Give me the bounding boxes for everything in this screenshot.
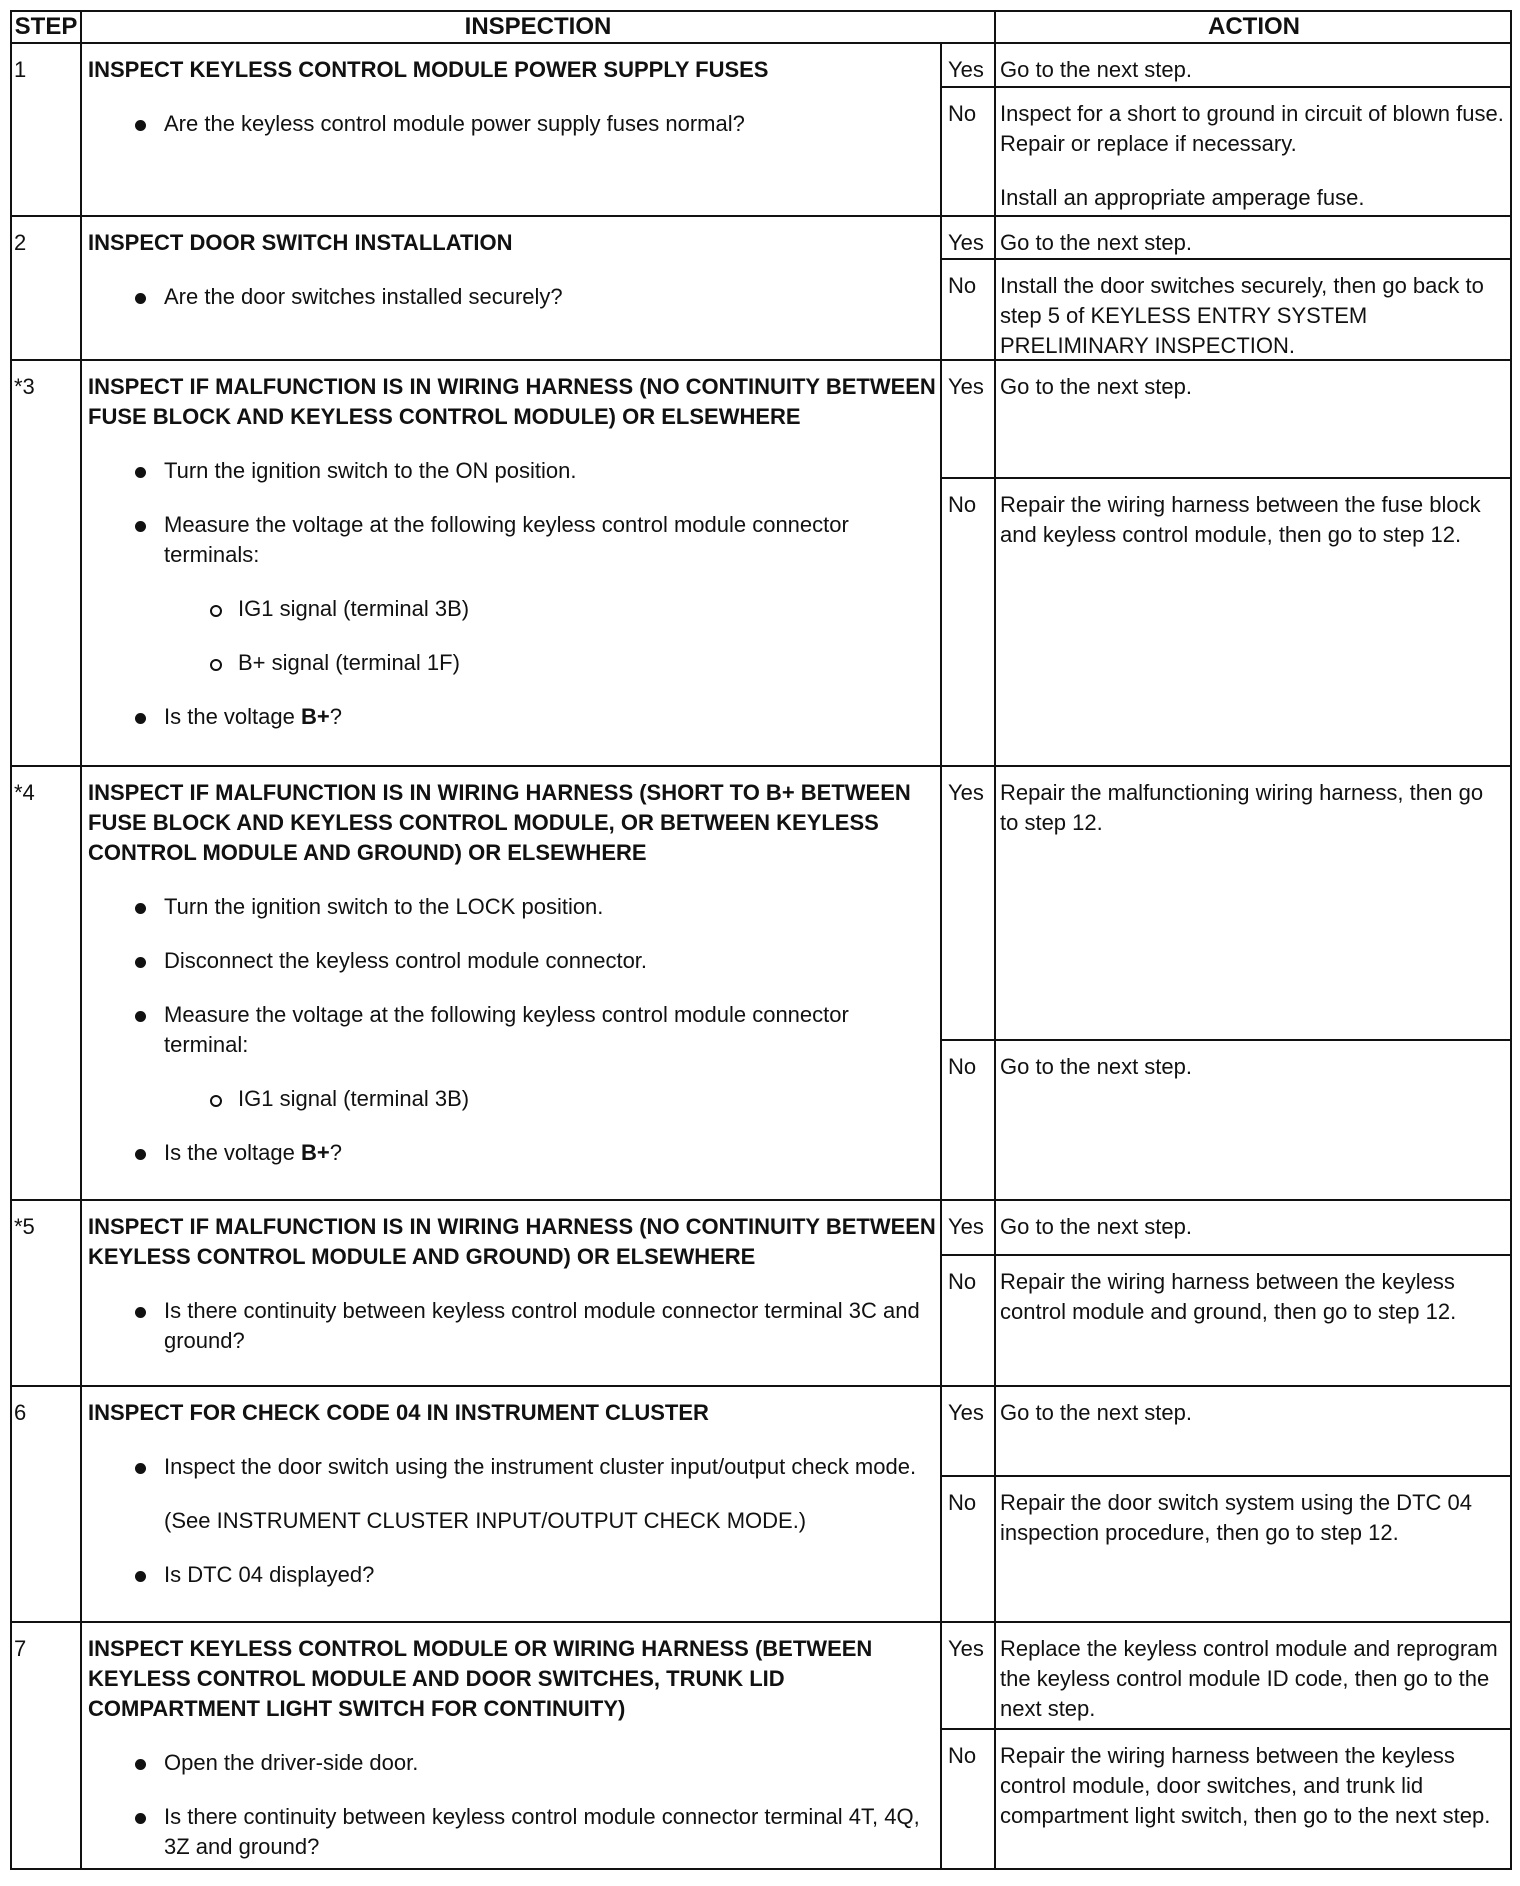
no-action: Repair the wiring harness between the keyless control module and ground, then go to step 12. [1000,1269,1457,1324]
bullet-item: Disconnect the keyless control module connector. [88,946,938,976]
bullet-item: Is there continuity between keyless control module connector terminal 3C and ground? [88,1296,938,1356]
header-action: ACTION [1208,13,1300,40]
yes-no-divider [940,1475,1512,1477]
yes-label: Yes [948,57,984,82]
step-title: INSPECT IF MALFUNCTION IS IN WIRING HARNESS (NO CONTINUITY BETWEEN KEYLESS CONTROL MODULE AND GROUND) OR ELSEWHERE [88,1214,936,1269]
step-inspection [88,55,938,163]
bullet-item: Is DTC 04 displayed? [88,1560,938,1590]
step-title: INSPECT KEYLESS CONTROL MODULE POWER SUPPLY FUSES [88,57,769,82]
yes-label: Yes [948,1214,984,1239]
step-number: *3 [14,374,35,399]
step-inspection [88,778,938,1192]
yes-label: Yes [948,780,984,805]
bullet-item: Is the voltage B+? [88,1138,938,1168]
no-label: No [948,1269,977,1294]
step-inspection [88,1398,938,1614]
step-title: INSPECT DOOR SWITCH INSTALLATION [88,230,513,255]
step-number: 1 [14,57,27,82]
no-action: Go to the next step. [1000,1054,1193,1079]
step-number: *5 [14,1214,35,1239]
no-action: Repair the wiring harness between the keyless control module, door switches, and trunk lid compartment light switch, then go to the next step. [1000,1743,1491,1828]
no-label: No [948,1490,977,1515]
yes-action: Repair the malfunctioning wiring harness, then go to step 12. [1000,780,1484,835]
header-step: STEP [14,13,78,40]
step-inspection [88,372,938,756]
row-divider [10,765,1512,767]
bullet-item: Are the door switches installed securely? [88,282,938,312]
step-number: *4 [14,780,35,805]
step-inspection [88,1212,938,1380]
yes-action: Go to the next step. [1000,57,1193,82]
row-divider [10,1385,1512,1387]
bullet-item: Is there continuity between keyless control module connector terminal 4T, 4Q, 3Z and ground? [88,1802,938,1862]
yes-label: Yes [948,374,984,399]
sub-bullet-item: IG1 signal (terminal 3B) [88,594,938,624]
col-divider-step [80,10,82,1870]
step-title: INSPECT FOR CHECK CODE 04 IN INSTRUMENT CLUSTER [88,1400,709,1425]
step-inspection [88,228,938,336]
step-number: 7 [14,1636,27,1661]
no-label: No [948,273,977,298]
bullet-item: Is the voltage B+? [88,702,938,732]
bullet-item: Inspect the door switch using the instrument cluster input/output check mode. (See INSTRUMENT CLUSTER INPUT/OUTPUT CHECK MODE.) [88,1452,938,1536]
bullet-item: Turn the ignition switch to the ON position. [88,456,938,486]
bullet-item: Are the keyless control module power supply fuses normal? [88,109,938,139]
yes-action: Go to the next step. [1000,374,1193,399]
step-inspection [88,1634,938,1886]
yes-no-divider [940,1039,1512,1041]
col-divider-yesno [940,42,942,1870]
step-title: INSPECT KEYLESS CONTROL MODULE OR WIRING HARNESS (BETWEEN KEYLESS CONTROL MODULE AND DOOR SWITCHES, TRUNK LID COMPARTMENT LIGHT SWITCH FOR CONTINUITY) [88,1636,873,1721]
yes-no-divider [940,477,1512,479]
step-title: INSPECT IF MALFUNCTION IS IN WIRING HARNESS (NO CONTINUITY BETWEEN FUSE BLOCK AND KEYLESS CONTROL MODULE) OR ELSEWHERE [88,374,936,429]
inspection-table [10,10,1512,1870]
no-label: No [948,492,977,517]
no-action: Repair the door switch system using the DTC 04 inspection procedure, then go to step 12. [1000,1490,1472,1545]
col-divider-action [994,10,996,1870]
sub-bullet-item: B+ signal (terminal 1F) [88,648,938,678]
no-label: No [948,1054,977,1079]
yes-label: Yes [948,1636,984,1661]
sub-bullet-item: IG1 signal (terminal 3B) [88,1084,938,1114]
step-number: 2 [14,230,27,255]
header-divider [10,42,1512,44]
row-divider [10,1199,1512,1201]
yes-label: Yes [948,230,984,255]
yes-action: Go to the next step. [1000,1400,1193,1425]
step-title: INSPECT IF MALFUNCTION IS IN WIRING HARNESS (SHORT TO B+ BETWEEN FUSE BLOCK AND KEYLESS CONTROL MODULE, OR BETWEEN KEYLESS CONTROL MODULE AND GROUND) OR ELSEWHERE [88,780,911,865]
yes-action: Go to the next step. [1000,1214,1193,1239]
no-action: Repair the wiring harness between the fuse block and keyless control module, then go to step 12. [1000,492,1481,547]
header-inspection: INSPECTION [464,13,612,40]
yes-action: Replace the keyless control module and reprogram the keyless control module ID code, then go to the next step. [1000,1636,1498,1721]
bullet-item: Open the driver-side door. [88,1748,938,1778]
bullet-item: Measure the voltage at the following keyless control module connector terminal: IG1 signal (terminal 3B) [88,1000,938,1114]
no-label: No [948,101,977,126]
see-reference-note: (See INSTRUMENT CLUSTER INPUT/OUTPUT CHECK MODE.) [164,1508,807,1533]
no-label: No [948,1743,977,1768]
no-action: Inspect for a short to ground in circuit of blown fuse. Repair or replace if necessary. Install an appropriate amperage fuse. [1000,101,1504,210]
row-divider [10,1621,1512,1623]
yes-label: Yes [948,1400,984,1425]
yes-action: Go to the next step. [1000,230,1193,255]
bullet-item: Turn the ignition switch to the LOCK position. [88,892,938,922]
step-number: 6 [14,1400,27,1425]
no-action: Install the door switches securely, then go back to step 5 of KEYLESS ENTRY SYSTEM PRELIMINARY INSPECTION. [1000,273,1484,358]
bullet-item: Measure the voltage at the following keyless control module connector terminals: IG1 signal (terminal 3B) B+ signal (terminal 1F) [88,510,938,678]
